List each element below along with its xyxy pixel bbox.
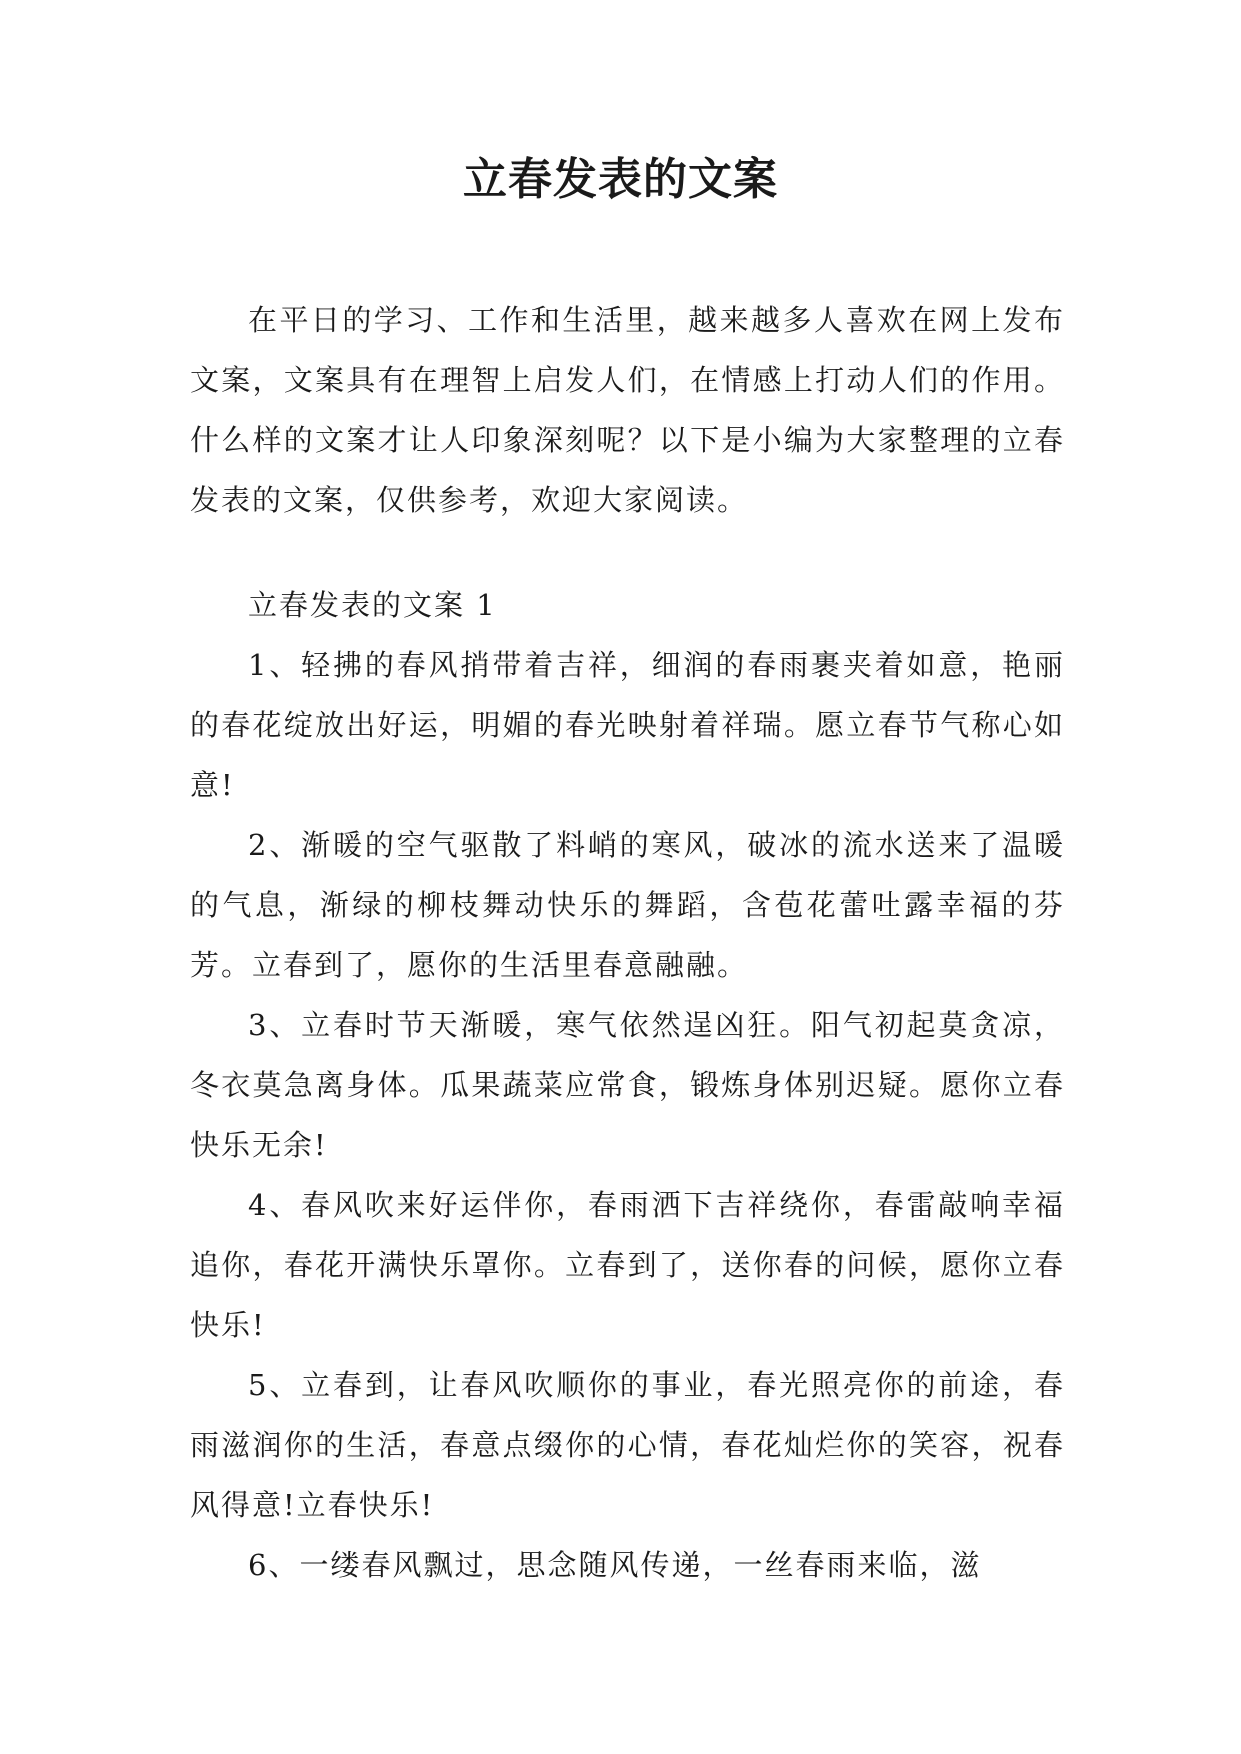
list-item: 4、春风吹来好运伴你，春雨洒下吉祥绕你，春雷敲响幸福追你，春花开满快乐罩你。立春到了，送你春的问候，愿你立春快乐! bbox=[190, 1188, 1065, 1342]
list-item: 2、渐暖的空气驱散了料峭的寒风，破冰的流水送来了温暖的气息，渐绿的柳枝舞动快乐的舞蹈，含苞花蕾吐露幸福的芬芳。立春到了，愿你的生活里春意融融。 bbox=[190, 828, 1065, 982]
list-item: 5、立春到，让春风吹顺你的事业，春光照亮你的前途，春雨滋润你的生活，春意点缀你的心情，春花灿烂你的笑容，祝春风得意!立春快乐! bbox=[190, 1368, 1065, 1522]
list-item: 3、立春时节天渐暖，寒气依然逞凶狂。阳气初起莫贪凉，冬衣莫急离身体。瓜果蔬菜应常食，锻炼身体别迟疑。愿你立春快乐无余! bbox=[190, 1008, 1065, 1162]
document-body bbox=[190, 290, 1065, 1595]
list-item: 6、一缕春风飘过，思念随风传递，一丝春雨来临，滋 bbox=[248, 1548, 982, 1582]
section-heading: 立春发表的文案 1 bbox=[248, 588, 497, 622]
intro-paragraph: 在平日的学习、工作和生活里，越来越多人喜欢在网上发布文案，文案具有在理智上启发人们，在情感上打动人们的作用。什么样的文案才让人印象深刻呢？以下是小编为大家整理的立春发表的文案，仅供参考，欢迎大家阅读。 bbox=[190, 303, 1065, 517]
document-title: 立春发表的文案 bbox=[463, 154, 778, 205]
list-item: 1、轻拂的春风捎带着吉祥，细润的春雨裹夹着如意，艳丽的春花绽放出好运，明媚的春光映射着祥瑞。愿立春节气称心如意! bbox=[190, 648, 1065, 802]
